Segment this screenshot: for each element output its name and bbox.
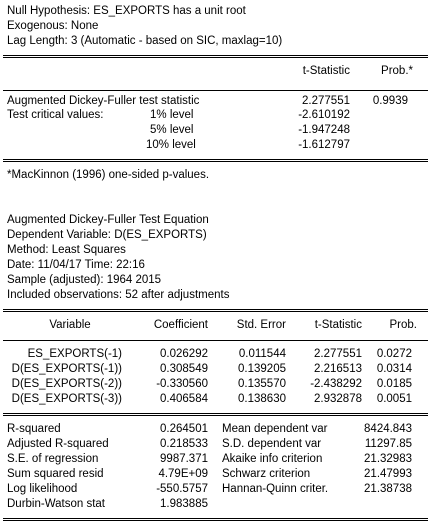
row-tstat: -2.438292 [310, 378, 362, 390]
row-variable: D(ES_EXPORTS(-1)) [11, 363, 122, 375]
col-header-coefficient: Coefficient [153, 319, 208, 331]
exogenous: Exogenous: None [7, 20, 99, 32]
col-header-tstat: t-Statistic [314, 319, 362, 331]
divider [3, 161, 428, 162]
stat-value: 21.32983 [364, 453, 412, 465]
divider [3, 311, 428, 312]
stat-label: Log likelihood [7, 483, 78, 495]
stat-label: Sum squared resid [7, 468, 104, 480]
stat-label: R-squared [7, 423, 61, 435]
lag-length: Lag Length: 3 (Automatic - based on SIC, maxlag=10) [7, 35, 283, 47]
divider [3, 413, 428, 414]
row-std-error: 0.139205 [238, 363, 286, 375]
stat-label: S.D. dependent var [222, 438, 322, 450]
crit-level: 5% level [150, 124, 194, 136]
col-header-tstat: t-Statistic [302, 65, 350, 77]
stat-value: 1.983885 [160, 498, 208, 510]
date-time: Date: 11/04/17 Time: 22:16 [7, 259, 145, 271]
crit-value: -2.610192 [298, 109, 350, 121]
stat-label: Adjusted R-squared [7, 438, 109, 450]
row-coefficient: 0.308549 [160, 363, 208, 375]
observations: Included observations: 52 after adjustments [7, 289, 230, 301]
stat-value: 0.218533 [160, 438, 208, 450]
stat-label: Mean dependent var [222, 423, 328, 435]
divider [3, 340, 428, 341]
stat-value: 4.79E+09 [158, 468, 208, 480]
stat-value: 21.38738 [364, 483, 412, 495]
row-variable: D(ES_EXPORTS(-2)) [11, 378, 122, 390]
row-coefficient: 0.406584 [160, 393, 208, 405]
stat-value: 11297.85 [364, 438, 412, 450]
row-prob: 0.0314 [376, 363, 412, 375]
critical-values-label: Test critical values: [7, 109, 104, 121]
row-prob: 0.0185 [376, 378, 412, 390]
stat-value: 9987.371 [160, 453, 208, 465]
col-header-prob: Prob.* [381, 65, 413, 77]
adf-stat-value: 2.277551 [302, 95, 350, 107]
row-variable: D(ES_EXPORTS(-3)) [11, 393, 122, 405]
row-std-error: 0.011544 [238, 348, 286, 360]
dependent-variable: Dependent Variable: D(ES_EXPORTS) [7, 229, 207, 241]
adf-stat-label: Augmented Dickey-Fuller test statistic [7, 95, 200, 107]
adf-prob-value: 0.9939 [372, 95, 408, 107]
divider [3, 309, 428, 310]
null-hypothesis: Null Hypothesis: ES_EXPORTS has a unit root [7, 5, 246, 17]
divider [3, 57, 428, 58]
row-prob: 0.0272 [376, 348, 412, 360]
col-header-variable: Variable [49, 319, 91, 331]
divider [3, 90, 428, 91]
row-prob: 0.0051 [376, 393, 412, 405]
row-coefficient: -0.330560 [156, 378, 208, 390]
row-std-error: 0.138630 [238, 393, 286, 405]
crit-value: -1.612797 [298, 139, 350, 151]
stat-value: 0.264501 [160, 423, 208, 435]
stat-label: S.E. of regression [7, 453, 99, 465]
crit-level: 1% level [150, 109, 194, 121]
col-header-std-error: Std. Error [236, 319, 286, 331]
row-tstat: 2.932878 [314, 393, 362, 405]
divider [3, 520, 428, 521]
col-header-prob: Prob. [389, 319, 417, 331]
divider [3, 415, 428, 416]
stat-value: 21.47993 [364, 468, 412, 480]
method: Method: Least Squares [7, 244, 126, 256]
equation-title: Augmented Dickey-Fuller Test Equation [7, 214, 209, 226]
crit-value: -1.947248 [298, 124, 350, 136]
crit-level: 10% level [146, 139, 196, 151]
stat-label: Durbin-Watson stat [7, 498, 105, 510]
divider [3, 159, 428, 160]
stat-value: 8424.843 [364, 423, 412, 435]
stat-label: Akaike info criterion [222, 453, 323, 465]
row-variable: ES_EXPORTS(-1) [27, 348, 122, 360]
footnote: *MacKinnon (1996) one-sided p-values. [7, 169, 210, 181]
row-tstat: 2.277551 [314, 348, 362, 360]
stat-value: -550.5757 [156, 483, 208, 495]
stat-label: Schwarz criterion [222, 468, 311, 480]
row-coefficient: 0.026292 [160, 348, 208, 360]
stat-label: Hannan-Quinn criter. [222, 483, 329, 495]
row-tstat: 2.216513 [314, 363, 362, 375]
row-std-error: 0.135570 [238, 378, 286, 390]
divider [3, 55, 428, 56]
divider [3, 518, 428, 519]
sample: Sample (adjusted): 1964 2015 [7, 274, 162, 286]
